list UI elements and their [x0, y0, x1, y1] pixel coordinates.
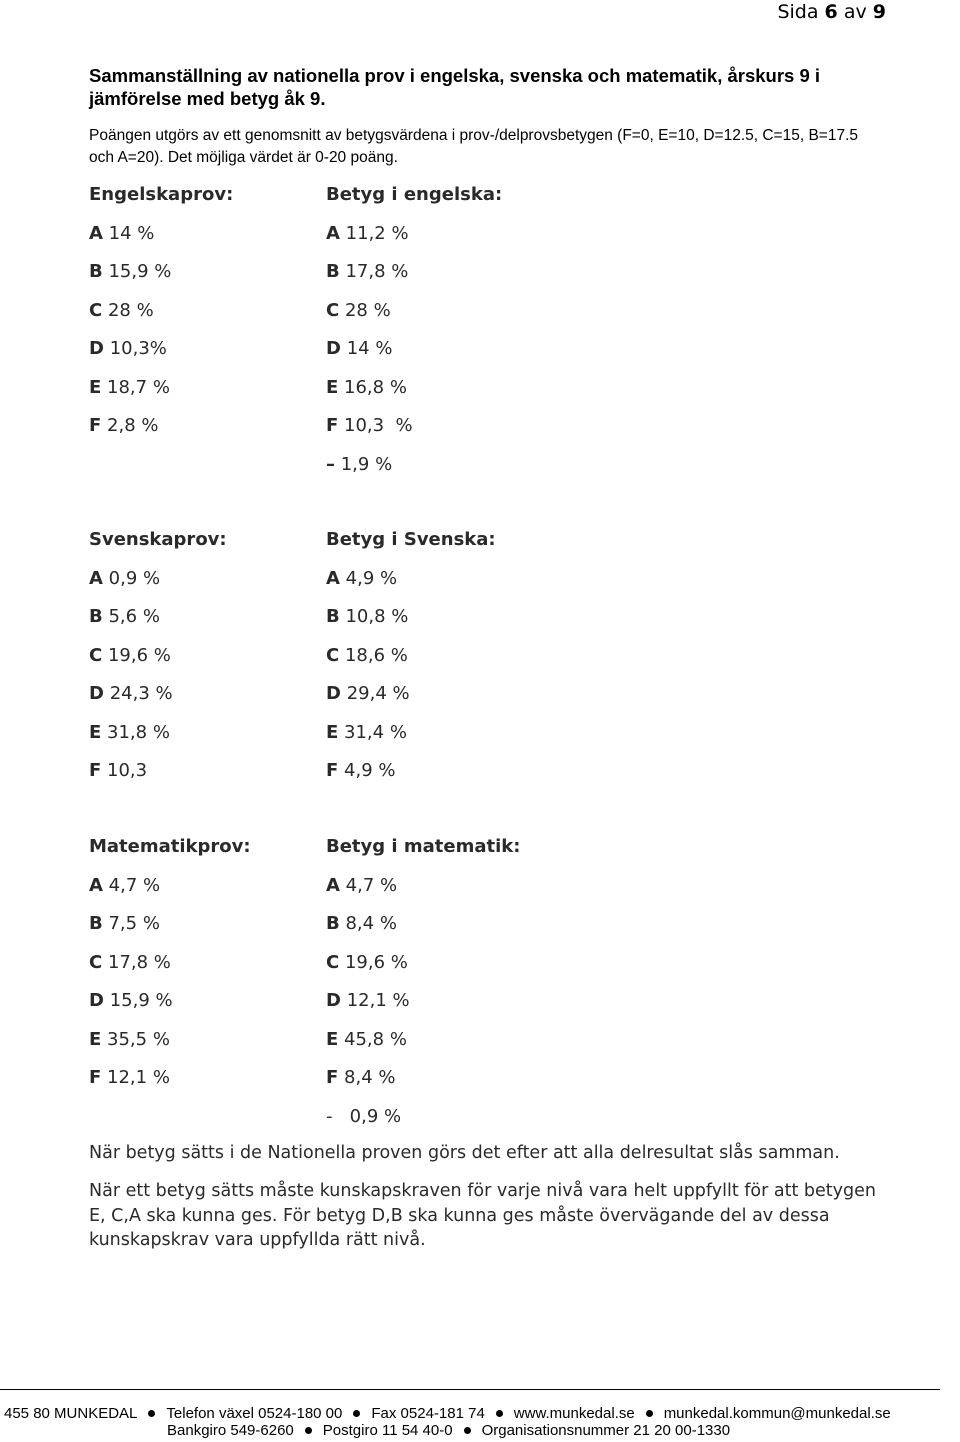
grade-value: 10,8 %: [345, 606, 409, 627]
grade-value: 4,9 %: [345, 567, 398, 589]
grade-result-row: [326, 990, 410, 1011]
page-number-middle: av: [843, 1, 867, 23]
section-heading-grade: Betyg i matematik:: [326, 836, 521, 857]
footer-divider: [0, 1389, 940, 1390]
grade-letter: F: [326, 760, 339, 781]
section-heading-test: Svenskaprov:: [89, 529, 227, 550]
page-number-current: 6: [824, 1, 838, 23]
grade-letter: C: [89, 299, 103, 321]
grade-letter: C: [326, 299, 340, 321]
footer-line-2: [167, 1422, 730, 1440]
grade-value: 10,3: [107, 760, 148, 781]
test-result-row: [89, 1067, 170, 1088]
footer-item: www.munkedal.se: [513, 1405, 635, 1422]
grade-letter: F: [326, 415, 339, 436]
grade-result-row: [326, 454, 392, 475]
test-result-row: [89, 568, 160, 589]
grade-value: - 0,9 %: [326, 1105, 402, 1127]
paragraph-merge-note: När betyg sätts i de Nationella proven görs det efter att alla delresultat slås samman.: [89, 1143, 840, 1163]
page-number-prefix: Sida: [777, 1, 819, 23]
bullet-icon: [353, 1410, 360, 1417]
test-result-row: [89, 223, 154, 244]
grade-value: 14 %: [346, 338, 393, 359]
grade-result-row: [326, 683, 410, 704]
document-title: Sammanställning av nationella prov i engelska, svenska och matematik, årskurs 9 i jämförelse med betyg åk 9.: [89, 65, 821, 109]
grade-letter: B: [89, 606, 103, 627]
grade-letter: E: [89, 1028, 102, 1050]
grade-result-row: [326, 913, 397, 934]
grade-letter: E: [326, 1028, 339, 1050]
grade-value: 31,4 %: [344, 721, 407, 743]
footer-item: 455 80 MUNKEDAL: [4, 1405, 138, 1422]
grade-letter: E: [326, 376, 339, 398]
grade-value: 31,8 %: [107, 721, 170, 743]
grade-value: 8,4 %: [344, 1067, 396, 1088]
grade-letter: B: [326, 606, 340, 627]
test-result-row: [89, 683, 173, 704]
grade-letter: D: [89, 338, 104, 359]
grade-value: 5,6 %: [108, 606, 160, 627]
grade-letter: E: [326, 721, 339, 743]
grade-letter: D: [89, 990, 104, 1011]
test-result-row: [89, 415, 158, 436]
grade-result-row: [326, 1106, 401, 1127]
test-result-row: [89, 875, 160, 896]
grade-letter: A: [326, 222, 340, 244]
grade-value: 4,7 %: [108, 874, 161, 896]
grade-value: 8,4 %: [345, 913, 397, 934]
grade-letter: E: [89, 721, 102, 743]
grade-letter: D: [326, 683, 341, 704]
grade-letter: A: [89, 874, 103, 896]
grade-value: 28 %: [344, 299, 391, 321]
test-result-row: [89, 760, 147, 781]
test-result-row: [89, 338, 167, 359]
grade-letter: B: [326, 261, 340, 282]
grade-letter: D: [326, 990, 341, 1011]
grade-value: 18,6 %: [344, 644, 408, 666]
grade-result-row: [326, 568, 397, 589]
intro-text: Poängen utgörs av ett genomsnitt av betygsvärdena i prov-/delprovsbetygen (F=0, E=10, D=12.5, C=15, B=17.5 och A=20). Det möjliga värdet är 0-20 poäng.: [89, 127, 859, 166]
grade-value: 19,6 %: [344, 951, 408, 973]
grade-value: 10,3 %: [344, 415, 413, 436]
grade-result-row: [326, 1029, 407, 1050]
grade-letter: F: [89, 1067, 102, 1088]
grade-value: 24,3 %: [109, 683, 173, 704]
grade-letter: A: [89, 567, 103, 589]
grade-result-row: [326, 760, 395, 781]
section-heading-grade: Betyg i Svenska:: [326, 529, 496, 550]
paragraph-knowledge-requirements: När ett betyg sätts måste kunskapskraven för varje nivå vara helt uppfyllt för att betygen E, C,A ska kunna ges. För betyg D,B ska kunna ges måste övervägande del av dessa kunskapskrav vara uppfyllda rätt nivå.: [89, 1181, 876, 1250]
test-result-row: [89, 377, 170, 398]
grade-letter: C: [326, 951, 340, 973]
footer-item: Fax 0524-181 74: [371, 1405, 485, 1422]
section-heading-grade: Betyg i engelska:: [326, 184, 503, 205]
grade-value: 29,4 %: [346, 683, 410, 704]
grade-result-row: [326, 261, 408, 282]
grade-value: 4,7 %: [345, 874, 398, 896]
bullet-icon: [464, 1427, 471, 1434]
grade-result-row: [326, 223, 409, 244]
grade-result-row: [326, 415, 413, 436]
grade-value: 7,5 %: [108, 913, 160, 934]
grade-letter: C: [326, 644, 340, 666]
grade-value: 4,9 %: [344, 760, 396, 781]
footer-line-1: [4, 1405, 891, 1423]
footer-item: Bankgiro 549-6260: [167, 1422, 294, 1439]
grade-value: 45,8 %: [344, 1028, 407, 1050]
test-result-row: [89, 300, 154, 321]
grade-result-row: [326, 645, 408, 666]
bullet-icon: [496, 1410, 503, 1417]
grade-result-row: [326, 377, 407, 398]
grade-result-row: [326, 952, 408, 973]
grade-value: 2,8 %: [107, 415, 159, 436]
grade-result-row: [326, 875, 397, 896]
grade-value: 35,5 %: [107, 1028, 170, 1050]
grade-value: 19,6 %: [107, 644, 171, 666]
grade-letter: D: [89, 683, 104, 704]
grade-letter: A: [89, 222, 103, 244]
test-result-row: [89, 722, 170, 743]
footer-item: Organisationsnummer 21 20 00-1330: [481, 1422, 731, 1439]
footer-item: munkedal.kommun@munkedal.se: [663, 1405, 891, 1422]
grade-letter: C: [89, 951, 103, 973]
grade-letter: B: [326, 913, 340, 934]
grade-letter: F: [89, 415, 102, 436]
grade-value: 10,3%: [109, 338, 167, 359]
grade-result-row: [326, 338, 392, 359]
bullet-icon: [148, 1410, 155, 1417]
grade-value: 28 %: [107, 299, 154, 321]
grade-value: 0,9 %: [108, 567, 161, 589]
grade-value: 16,8 %: [344, 376, 407, 398]
grade-value: 12,1 %: [107, 1067, 170, 1088]
grade-letter: F: [326, 1067, 339, 1088]
test-result-row: [89, 606, 160, 627]
grade-letter: D: [326, 338, 341, 359]
test-result-row: [89, 1029, 170, 1050]
grade-letter: B: [89, 913, 103, 934]
grade-value: 1,9 %: [340, 453, 393, 475]
grade-value: 11,2 %: [345, 222, 409, 244]
footer-item: Postgiro 11 54 40-0: [322, 1422, 453, 1439]
grade-value: 14 %: [108, 222, 155, 244]
grade-letter: C: [89, 644, 103, 666]
page-number-total: 9: [872, 1, 886, 23]
grade-result-row: [326, 606, 408, 627]
bullet-icon: [646, 1410, 653, 1417]
test-result-row: [89, 990, 173, 1011]
page-number: [777, 0, 886, 24]
test-result-row: [89, 952, 171, 973]
grade-letter: F: [89, 760, 102, 781]
grade-result-row: [326, 1067, 395, 1088]
footer-item: Telefon växel 0524-180 00: [166, 1405, 343, 1422]
test-result-row: [89, 913, 160, 934]
bullet-icon: [305, 1427, 312, 1434]
test-result-row: [89, 261, 171, 282]
grade-letter: B: [89, 261, 103, 282]
grade-value: 15,9 %: [108, 261, 172, 282]
grade-letter: A: [326, 567, 340, 589]
grade-value: 12,1 %: [346, 990, 410, 1011]
grade-value: 17,8 %: [107, 951, 171, 973]
grade-result-row: [326, 300, 391, 321]
grade-letter: A: [326, 874, 340, 896]
section-heading-test: Matematikprov:: [89, 836, 251, 857]
grade-result-row: [326, 722, 407, 743]
grade-value: 17,8 %: [345, 261, 409, 282]
grade-value: 18,7 %: [107, 376, 170, 398]
grade-letter: –: [326, 453, 335, 475]
grade-letter: E: [89, 376, 102, 398]
section-heading-test: Engelskaprov:: [89, 184, 234, 205]
test-result-row: [89, 645, 171, 666]
grade-value: 15,9 %: [109, 990, 173, 1011]
